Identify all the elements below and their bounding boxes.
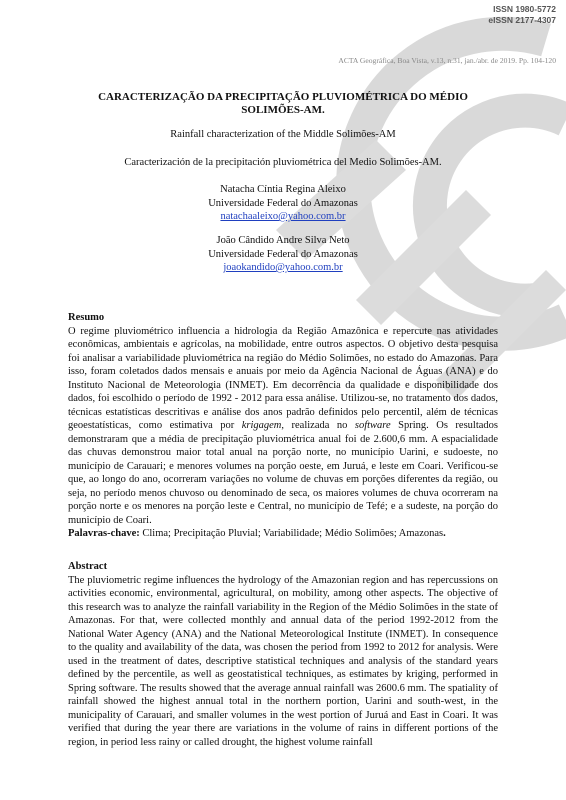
abstract-heading: Abstract [68,561,108,572]
resumo-heading: Resumo [68,312,105,323]
author-name: João Cândido Andre Silva Neto [216,235,350,246]
keywords: Palavras-chave: Clima; Precipitação Pluvial; Variabilidade; Médio Solimões; Amazonas. [68,528,446,539]
resumo-section [68,311,498,541]
title-english: Rainfall characterization of the Middle Solimões-AM [170,129,396,140]
abstract-section [68,560,498,749]
title-spanish: Caracterización de la precipitación pluviométrica del Medio Solimões-AM. [124,157,442,168]
issn: ISSN 1980-5772 [493,4,556,14]
title-line-2: SOLIMÕES-AM. [241,103,325,116]
author-email-link[interactable]: natachaaleixo@yahoo.com.br [220,211,346,222]
author-name: Natacha Cíntia Regina Aleixo [220,184,346,195]
journal-citation: ACTA Geográfica, Boa Vista, v.13, n.31, jan./abr. de 2019. Pp. 104-120 [338,56,556,65]
author-email-link[interactable]: joaokandido@yahoo.com.br [223,262,343,273]
keywords-label: Palavras-chave: [68,528,140,539]
eissn: eISSN 2177-4307 [488,14,556,25]
author-affiliation: Universidade Federal do Amazonas [208,248,358,260]
author-1 [40,183,526,224]
issn-block [488,4,556,25]
abstract-text: The pluviometric regime influences the hydrology of the Amazonian region and has repercussions on activities economic, environmental, agricultural, on mobility, among other aspects. The objective of this research was to analyze the rainfall variability in the Region of the Médio Solimões in the state of Amazonas. For that, were collected monthly and annual data of the period 1992-2012 from the National Water Agency (ANA) and the National Meteorological Institute (INMET). In consequence to the quality and availability of the data, was chosen the period from 1992 to 2012 for analysis. Were used in the treatment of dates, descriptive statistical techniques and analysis of the standard years defined by the percentile, as well as geostatistical techniques, as estimates by kriging, performed in Spring software. The results showed that the average annual rainfall was 2600.6 mm. The spatiality of rainfall showed the highest annual total in the northern portion, Uarini and south-west, in the municipality of Carauari, and smaller volumes in the west portion of Juruá and East in Coari. It was verified that during the year there are variations in the volume of rains in different portions of the region, in period less rainy or called drought, the highest volume rainfall [68,574,498,748]
title-line-1: CARACTERIZAÇÃO DA PRECIPITAÇÃO PLUVIOMÉTRICA DO MÉDIO [98,91,468,103]
author-affiliation: Universidade Federal do Amazonas [208,197,358,209]
paper-title [60,91,506,116]
author-2 [40,234,526,275]
resumo-text: O regime pluviométrico influencia a hidrologia da Região Amazônica e repercute nas atividades econômicas, ambientais e agrícolas, na mobilidade, entre outros aspectos. O objetivo desta pesquisa foi analisar a variabilidade pluviométrica na região do Médio Solimões, no estado do Amazonas. Para isso, foram coletados dados mensais e anuais por meio da Agência Nacional de Águas (ANA) e do Instituto Nacional de Meteorologia (INMET). Em decorrência da qualidade e disponibilidade dos dados, foi escolhido o período de 1992 - 2012 para essa análise. Utilizou-se, no tratamento dos dados, técnicas estatísticas descritivas e análise dos anos padrão definidos pelo percentil, além de técnicas geoestatísticas, como estimativa por krigagem, realizada no software Spring. Os resultados demonstraram que a média de precipitação pluviométrica anual foi de 2.600,6 mm. A espacialidade das chuvas demonstrou maior total anual na porção norte, no município Uarini, e sudoeste, no município de Carauari; e menores volumes na porção oeste, em Juruá, e leste em Coari. Verificou-se que, ao longo do ano, ocorreram variações no volume de chuvas em porções diferentes da região, ou seja, no período menos chuvoso ou denominado de seca, os maiores volumes de chuva ocorreram na porção norte e os menores na porção leste e Central, no município de Tefé; e a sudeste, na porção do município de Coari. [68,325,498,526]
